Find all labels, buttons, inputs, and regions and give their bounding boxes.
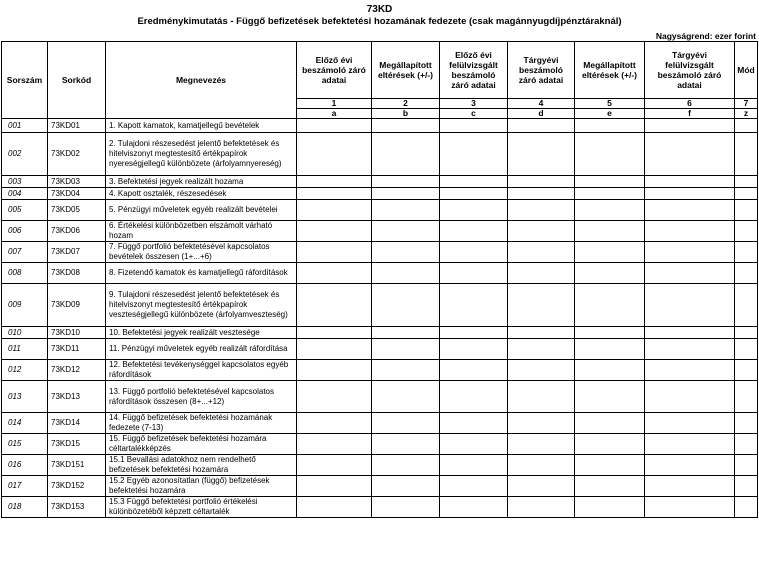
value-cell[interactable] (575, 176, 645, 188)
value-cell[interactable] (735, 242, 758, 263)
value-cell[interactable] (508, 263, 575, 284)
value-cell[interactable] (735, 381, 758, 413)
value-cell[interactable] (297, 497, 372, 518)
value-cell[interactable] (372, 360, 440, 381)
row-name: 1. Kapott kamatok, kamatjellegű bevételek (106, 119, 297, 133)
value-cell[interactable] (735, 221, 758, 242)
row-code: 73KD14 (48, 413, 106, 434)
value-cell[interactable] (372, 188, 440, 200)
col-letter: d (508, 109, 575, 119)
value-cell[interactable] (508, 284, 575, 327)
value-cell[interactable] (297, 339, 372, 360)
value-cell[interactable] (645, 284, 735, 327)
value-cell[interactable] (508, 434, 575, 455)
row-code: 73KD12 (48, 360, 106, 381)
table-row (2, 434, 758, 455)
header-megnevezes: Megnevezés (106, 42, 297, 119)
row-code: 73KD11 (48, 339, 106, 360)
value-cell[interactable] (735, 284, 758, 327)
row-name: 15.1 Bevallási adatokhoz nem rendelhető befizetések befektetési hozamára (106, 455, 297, 476)
col-letter: b (372, 109, 440, 119)
value-cell[interactable] (297, 434, 372, 455)
value-cell[interactable] (440, 176, 508, 188)
value-cell[interactable] (645, 327, 735, 339)
row-number: 017 (2, 476, 48, 497)
row-number: 006 (2, 221, 48, 242)
value-cell[interactable] (440, 339, 508, 360)
value-cell[interactable] (735, 413, 758, 434)
value-cell[interactable] (372, 327, 440, 339)
value-cell[interactable] (735, 476, 758, 497)
value-cell[interactable] (575, 263, 645, 284)
form-code: 73KD (366, 4, 393, 15)
value-cell[interactable] (645, 221, 735, 242)
value-cell[interactable] (297, 188, 372, 200)
row-number: 004 (2, 188, 48, 200)
row-code: 73KD152 (48, 476, 106, 497)
value-cell[interactable] (645, 200, 735, 221)
value-cell[interactable] (645, 497, 735, 518)
value-cell[interactable] (575, 119, 645, 133)
header-col-2: Megállapított eltérések (+/-) (372, 42, 440, 99)
row-code: 73KD01 (48, 119, 106, 133)
row-name: 9. Tulajdoni részesedést jelentő befektetések és hitelviszonyt megtestesítő értékpapírok veszteségjellegű különbözete (árfolyamveszteség) (106, 284, 297, 327)
row-number: 003 (2, 176, 48, 188)
header-sorszam: Sorszám (2, 42, 48, 119)
value-cell[interactable] (297, 119, 372, 133)
value-cell[interactable] (372, 455, 440, 476)
row-number: 014 (2, 413, 48, 434)
row-number: 005 (2, 200, 48, 221)
table-row (2, 119, 758, 133)
value-cell[interactable] (735, 455, 758, 476)
value-cell[interactable] (575, 221, 645, 242)
row-name: 15.3 Függő befektetési portfolió értékelési különbözetéből képzett céltartalék (106, 497, 297, 518)
row-code: 73KD151 (48, 455, 106, 476)
table-row (2, 327, 758, 339)
value-cell[interactable] (735, 188, 758, 200)
value-cell[interactable] (575, 242, 645, 263)
value-cell[interactable] (575, 327, 645, 339)
table-row (2, 476, 758, 497)
value-cell[interactable] (575, 188, 645, 200)
value-cell[interactable] (645, 133, 735, 176)
col-number: 5 (575, 99, 645, 109)
value-cell[interactable] (508, 339, 575, 360)
value-cell[interactable] (372, 119, 440, 133)
value-cell[interactable] (575, 476, 645, 497)
header-col-7: Mód (735, 42, 758, 99)
value-cell[interactable] (575, 455, 645, 476)
row-code: 73KD05 (48, 200, 106, 221)
row-code: 73KD09 (48, 284, 106, 327)
value-cell[interactable] (645, 176, 735, 188)
table-row (2, 381, 758, 413)
row-name: 5. Pénzügyi műveletek egyéb realizált bevételei (106, 200, 297, 221)
value-cell[interactable] (645, 242, 735, 263)
row-name: 6. Értékelési különbözetben elszámolt várható hozam (106, 221, 297, 242)
header-col-5: Megállapított eltérések (+/-) (575, 42, 645, 99)
row-number: 013 (2, 381, 48, 413)
row-code: 73KD04 (48, 188, 106, 200)
table-row (2, 242, 758, 263)
value-cell[interactable] (508, 242, 575, 263)
col-letter: a (297, 109, 372, 119)
value-cell[interactable] (297, 221, 372, 242)
value-cell[interactable] (575, 133, 645, 176)
value-cell[interactable] (297, 176, 372, 188)
col-number: 1 (297, 99, 372, 109)
row-number: 009 (2, 284, 48, 327)
value-cell[interactable] (645, 263, 735, 284)
value-cell[interactable] (440, 360, 508, 381)
value-cell[interactable] (372, 284, 440, 327)
value-cell[interactable] (645, 188, 735, 200)
value-cell[interactable] (440, 327, 508, 339)
value-cell[interactable] (508, 413, 575, 434)
value-cell[interactable] (735, 327, 758, 339)
value-cell[interactable] (575, 381, 645, 413)
row-code: 73KD08 (48, 263, 106, 284)
value-cell[interactable] (645, 381, 735, 413)
value-cell[interactable] (440, 221, 508, 242)
table-row (2, 284, 758, 327)
col-number: 2 (372, 99, 440, 109)
value-cell[interactable] (297, 242, 372, 263)
value-cell[interactable] (735, 200, 758, 221)
value-cell[interactable] (440, 200, 508, 221)
value-cell[interactable] (297, 476, 372, 497)
value-cell[interactable] (372, 176, 440, 188)
value-cell[interactable] (575, 497, 645, 518)
table-row (2, 221, 758, 242)
value-cell[interactable] (508, 381, 575, 413)
row-number: 016 (2, 455, 48, 476)
value-cell[interactable] (297, 381, 372, 413)
header-col-6: Tárgyévi felülvizsgált beszámoló záró adatai (645, 42, 735, 99)
col-number: 6 (645, 99, 735, 109)
value-cell[interactable] (645, 476, 735, 497)
value-cell[interactable] (372, 200, 440, 221)
value-cell[interactable] (440, 263, 508, 284)
row-name: 13. Függő portfolió befektetésével kapcsolatos ráfordítások összesen (8+...+12) (106, 381, 297, 413)
row-number: 008 (2, 263, 48, 284)
value-cell[interactable] (440, 455, 508, 476)
row-code: 73KD03 (48, 176, 106, 188)
header-sorkod: Sorkód (48, 42, 106, 119)
value-cell[interactable] (440, 497, 508, 518)
row-name: 12. Befektetési tevékenységgel kapcsolatos egyéb ráfordítások (106, 360, 297, 381)
value-cell[interactable] (372, 497, 440, 518)
value-cell[interactable] (440, 119, 508, 133)
col-letter: c (440, 109, 508, 119)
table-row (2, 455, 758, 476)
value-cell[interactable] (372, 263, 440, 284)
value-cell[interactable] (508, 360, 575, 381)
value-cell[interactable] (575, 339, 645, 360)
row-code: 73KD15 (48, 434, 106, 455)
table-row (2, 176, 758, 188)
value-cell[interactable] (508, 455, 575, 476)
value-cell[interactable] (372, 242, 440, 263)
value-cell[interactable] (440, 242, 508, 263)
row-code: 73KD07 (48, 242, 106, 263)
value-cell[interactable] (575, 200, 645, 221)
row-code: 73KD10 (48, 327, 106, 339)
value-cell[interactable] (297, 360, 372, 381)
value-cell[interactable] (372, 381, 440, 413)
value-cell[interactable] (575, 434, 645, 455)
value-cell[interactable] (508, 133, 575, 176)
value-cell[interactable] (645, 455, 735, 476)
row-name: 14. Függő befizetések befektetési hozamának fedezete (7-13) (106, 413, 297, 434)
value-cell[interactable] (440, 381, 508, 413)
row-number: 018 (2, 497, 48, 518)
table-row (2, 133, 758, 176)
value-cell[interactable] (735, 434, 758, 455)
row-number: 007 (2, 242, 48, 263)
row-name: 15.2 Egyéb azonosítatlan (függő) befizetések befektetési hozamára (106, 476, 297, 497)
row-name: 15. Függő befizetések befektetési hozamára céltartalékképzés (106, 434, 297, 455)
value-cell[interactable] (372, 221, 440, 242)
row-name: 10. Befektetési jegyek realizált vesztesége (106, 327, 297, 339)
value-cell[interactable] (575, 360, 645, 381)
row-number: 012 (2, 360, 48, 381)
row-number: 011 (2, 339, 48, 360)
value-cell[interactable] (508, 200, 575, 221)
table-row (2, 263, 758, 284)
value-cell[interactable] (297, 413, 372, 434)
value-cell[interactable] (575, 284, 645, 327)
value-cell[interactable] (372, 133, 440, 176)
table-row (2, 200, 758, 221)
value-cell[interactable] (297, 327, 372, 339)
value-cell[interactable] (735, 339, 758, 360)
header-col-3: Előző évi felülvizsgált beszámoló záró adatai (440, 42, 508, 99)
form-title: Eredménykimutatás - Függő befizetések befektetési hozamának fedezete (csak magánnyugdíjpénztáraknál) (137, 16, 622, 27)
value-cell[interactable] (440, 476, 508, 497)
row-code: 73KD153 (48, 497, 106, 518)
value-cell[interactable] (440, 284, 508, 327)
col-letter: z (735, 109, 758, 119)
row-name: 11. Pénzügyi műveletek egyéb realizált ráfordítása (106, 339, 297, 360)
row-name: 8. Fizetendő kamatok és kamatjellegű ráfordítások (106, 263, 297, 284)
row-name: 3. Befektetési jegyek realizált hozama (106, 176, 297, 188)
value-cell[interactable] (645, 119, 735, 133)
value-cell[interactable] (440, 434, 508, 455)
row-code: 73KD02 (48, 133, 106, 176)
value-cell[interactable] (645, 434, 735, 455)
col-letter: f (645, 109, 735, 119)
table-row (2, 360, 758, 381)
value-cell[interactable] (440, 188, 508, 200)
row-number: 002 (2, 133, 48, 176)
value-cell[interactable] (440, 413, 508, 434)
col-number: 4 (508, 99, 575, 109)
value-cell[interactable] (645, 339, 735, 360)
row-name: 2. Tulajdoni részesedést jelentő befektetések és hitelviszonyt megtestesítő értékpapírok nyereségjellegű különbözete (árfolyamnyereség) (106, 133, 297, 176)
table-row (2, 497, 758, 518)
value-cell[interactable] (735, 119, 758, 133)
value-cell[interactable] (372, 476, 440, 497)
row-name: 4. Kapott osztalék, részesedések (106, 188, 297, 200)
row-code: 73KD06 (48, 221, 106, 242)
value-cell[interactable] (735, 360, 758, 381)
col-letter: e (575, 109, 645, 119)
row-name: 7. Függő portfolió befektetésével kapcsolatos bevételek összesen (1+...+6) (106, 242, 297, 263)
value-cell[interactable] (297, 263, 372, 284)
table-body (2, 119, 758, 518)
table-row (2, 188, 758, 200)
value-cell[interactable] (645, 413, 735, 434)
value-cell[interactable] (735, 176, 758, 188)
col-number: 3 (440, 99, 508, 109)
value-cell[interactable] (372, 339, 440, 360)
row-number: 001 (2, 119, 48, 133)
value-cell[interactable] (508, 221, 575, 242)
unit-note: Nagyságrend: ezer forint (655, 31, 756, 41)
report-table (1, 41, 758, 518)
value-cell[interactable] (735, 263, 758, 284)
header-col-4: Tárgyévi beszámoló záró adatai (508, 42, 575, 99)
row-number: 015 (2, 434, 48, 455)
header-col-1: Előző évi beszámoló záró adatai (297, 42, 372, 99)
value-cell[interactable] (575, 413, 645, 434)
value-cell[interactable] (508, 327, 575, 339)
value-cell[interactable] (508, 176, 575, 188)
value-cell[interactable] (645, 360, 735, 381)
value-cell[interactable] (508, 497, 575, 518)
value-cell[interactable] (735, 133, 758, 176)
value-cell[interactable] (297, 455, 372, 476)
table-row (2, 339, 758, 360)
value-cell[interactable] (508, 188, 575, 200)
value-cell[interactable] (508, 476, 575, 497)
value-cell[interactable] (297, 284, 372, 327)
value-cell[interactable] (297, 133, 372, 176)
row-code: 73KD13 (48, 381, 106, 413)
row-number: 010 (2, 327, 48, 339)
col-number: 7 (735, 99, 758, 109)
table-row (2, 413, 758, 434)
value-cell[interactable] (508, 119, 575, 133)
value-cell[interactable] (372, 434, 440, 455)
value-cell[interactable] (372, 413, 440, 434)
value-cell[interactable] (440, 133, 508, 176)
value-cell[interactable] (297, 200, 372, 221)
value-cell[interactable] (735, 497, 758, 518)
